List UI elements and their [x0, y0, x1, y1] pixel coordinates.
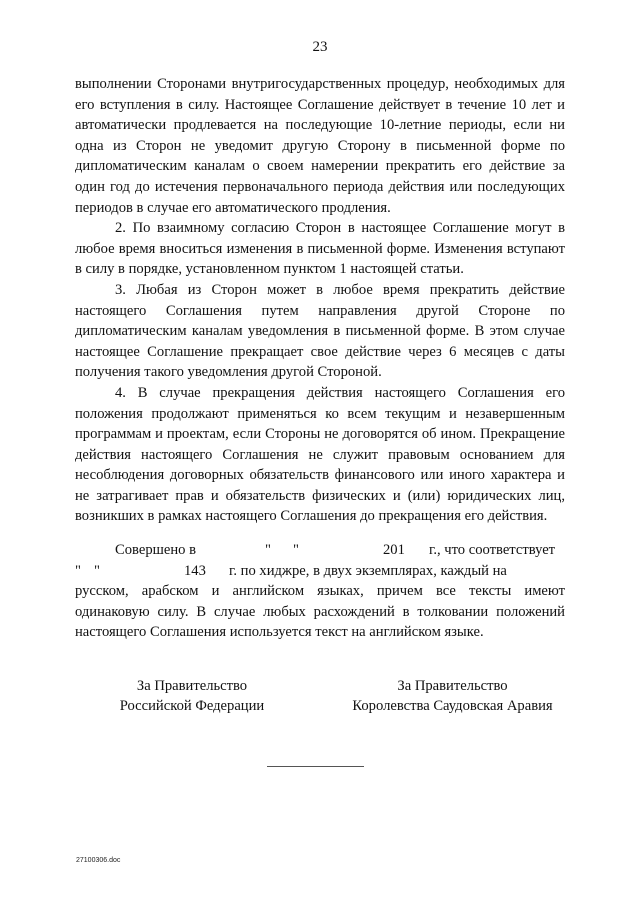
page-number: 23 — [312, 39, 328, 55]
done-in-text: Совершено в — [115, 542, 196, 558]
closing-clause — [75, 540, 565, 643]
closing-line-2 — [75, 561, 565, 582]
signature-block-russia — [92, 676, 292, 716]
signature-right-line1: За Правительство — [397, 678, 508, 694]
closing-rest: русском, арабском и английском языках, причем все тексты имеют одинаковую силу. В случае любых расхождений в толковании положений настоящего Соглашения используется текст на английском языке. — [75, 583, 565, 641]
hijri-year: 143 — [184, 562, 206, 579]
paragraph-3: 3. Любая из Сторон может в любое время прекратить действие настоящего Соглашения путем направления другой Стороне по дипломатическим каналам уведомления в письменной форме. В этом случае настоящее Соглашение прекращает свое действие через 6 месяцев с даты получения такого уведомления другой Стороной. — [75, 281, 565, 381]
hijri-quote-close: " — [94, 562, 100, 579]
date-quote-open: " — [265, 542, 271, 558]
hijri-tail-text: г. по хиджре, в двух экземплярах, каждый на — [229, 562, 507, 579]
gregorian-year: 201 — [383, 542, 405, 558]
signature-block-saudi-arabia — [330, 676, 575, 716]
document-id: 27100306.doc — [76, 857, 121, 864]
signature-right-line2: Королевства Саудовская Аравия — [352, 698, 553, 714]
corresponds-text: г., что соответствует — [429, 542, 556, 558]
signature-left-line2: Российской Федерации — [119, 698, 265, 714]
date-quote-close: " — [293, 542, 299, 558]
paragraph-4: 4. В случае прекращения действия настоящего Соглашения его положения продолжают применяться ко всем текущим и незавершенным программам и проектам, если Стороны не договорятся об ином. Прекращение действия настоящего Соглашения не служит правовым основанием для несоблюдения договорных обязательств финансового или иного характера и не затрагивает прав и обязательств физических и (или) юридических лиц, возникших в рамках настоящего Соглашения до прекращения его действия. — [75, 384, 565, 525]
paragraph-continued: выполнении Сторонами внутригосударственных процедур, необходимых для его вступления в силу. Настоящее Соглашение действует в течение 10 лет и автоматически продлевается на последующие 10-летние периоды, если ни одна из Сторон не уведомит другую Сторону в письменной форме по дипломатическим каналам о своем намерении прекратить его действие за один год до истечения первоначального периода действия или последующих периодов в случае его автоматического продления. — [75, 76, 565, 216]
closing-line-1 — [75, 540, 565, 561]
agreement-body — [75, 74, 565, 527]
signature-left-line1: За Правительство — [136, 678, 248, 694]
paragraph-2: 2. По взаимному согласию Сторон в настоящее Соглашение могут в любое время вноситься изменения в письменной форме. Изменения вступают в силу в порядке, установленном пунктом 1 настоящей статьи. — [75, 220, 565, 278]
end-divider — [267, 766, 364, 767]
hijri-quote-open: " — [75, 562, 81, 579]
